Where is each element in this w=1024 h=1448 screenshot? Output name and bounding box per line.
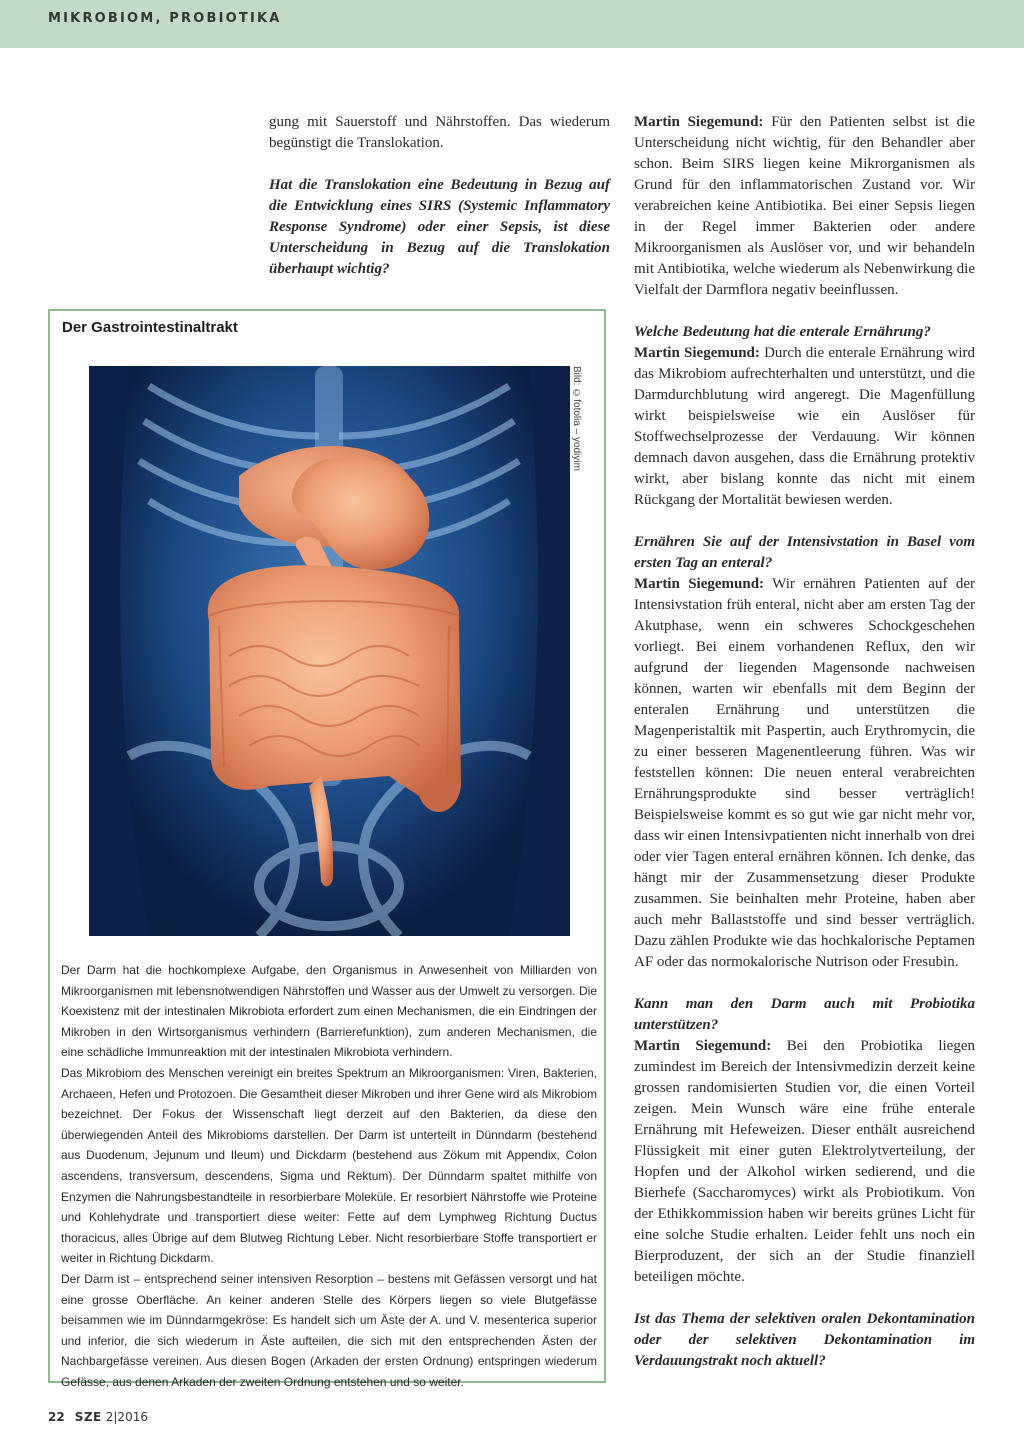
question-text: Ist das Thema der selektiven oralen Dekontamination oder der selektiven Dekontamination im Verdauungstrakt noch aktuell?	[634, 1311, 975, 1369]
box-paragraph: Der Darm ist – entsprechend seiner intensiven Resorption – bestens mit Gefässen versorgt und hat eine grosse Oberfläche. An keiner anderen Stelle des Körpers liegen so viele Blutgefässe beisammen wie im Dünndarmgekröse: Es handelt sich um Äste der A. und V. mesenterica superior und inferior, die sich wiederum in Äste aufteilen, die sich mit den entsprechenden Ästen der Nachbargefässe vereinen. Aus diesen Bogen (Arkaden der ersten Ordnung) entspringen wiederum Gefässe, aus denen Arkaden der zweiten Ordnung entstehen und so weiter.	[61, 1271, 597, 1389]
page-number: 22	[48, 1410, 65, 1424]
question-translocation: Hat die Translokation eine Bedeutung in Bezug auf die Entwicklung eines SIRS (Systemic Inflammatory Response Syndrome) oder einer Sepsis, ist diese Unterscheidung in Bezug auf die Translokation überhaupt wichtig?	[269, 177, 610, 277]
issue-number: 2|2016	[105, 1410, 148, 1424]
middle-column	[269, 112, 610, 301]
page-footer	[48, 1410, 148, 1424]
magazine-name: SZE	[74, 1410, 102, 1424]
speaker-name: Martin Siegemund:	[634, 345, 760, 361]
intro-paragraph: gung mit Sauerstoff und Nährstoffen. Das wiederum begünstigt die Translokation.	[269, 114, 610, 151]
section-header	[0, 0, 1024, 48]
speaker-name: Martin Siegemund:	[634, 576, 765, 592]
answer-text: Für den Patienten selbst ist die Unterscheidung nicht wichtig, für den Behandler aber schon. Beim SIRS liegen keine Mikrorganismen als Grund für den inflammatorischen Zustand vor. Wir verabreichen keine Antibiotika. Bei einer Sepsis liegen in der Regel immer Bakterien oder andere Mikroorganismen als Auslöser vor, und wir behandeln mit Antibiotika, welche wiederum als Nebenwirkung die Vielfalt der Darmflora negativ beeinflussen.	[634, 114, 975, 298]
speaker-name: Martin Siegemund:	[634, 114, 764, 130]
speaker-name: Martin Siegemund:	[634, 1038, 772, 1054]
gastrointestinal-illustration	[89, 366, 570, 936]
box-text	[61, 960, 597, 1392]
question-text: Welche Bedeutung hat die enterale Ernährung?	[634, 324, 931, 340]
answer-text: Wir ernähren Patienten auf der Intensivstation früh enteral, nicht aber am ersten Tag der Akutphase, wenn ein schweres Schockgeschehen vorliegt. Bei einem vorhandenen Reflux, den wir aufgrund der liegenden Magensonde nachweisen können, warten wir ebenfalls mit dem Beginn der enteralen Ernährung und unterstützen die Magenperistaltik mit Paspertin, auch Erythromycin, die zu einer besseren Magenentleerung führen. Was wir feststellen können: Die neuen enteral verabreichten Ernährungsprodukte sind besser verträglich! Beispielsweise kommt es so gut wie gar nicht mehr vor, dass wir einen Intensivpatienten nicht innerhalb von drei oder vier Tagen enteral ernähren können. Ich denke, das hängt mir der Zusammensetzung dieser Produkte zusammen. Sie beinhalten mehr Proteine, haben aber auch mehr Ballaststoffe und sind besser verträglich. Dazu zählen Produkte wie das hochkalorische Peptamen AF oder das normokalorische Nutrison oder Fresubin.	[634, 576, 975, 970]
box-paragraph: Der Darm hat die hochkomplexe Aufgabe, den Organismus in Anwesenheit von Milliarden von Mikroorganismen mit lebensnotwendigen Nährstoffen und Wasser aus der Umwelt zu versorgen. Die Koexistenz mit der intestinalen Mikrobiota erfordert zum einen Mechanismen, die ein Eindringen der Mikroben in den Wirtsorganismus verhindern (Barrierefunktion), zum anderen Mechanismen, die eine schädliche Immunreaktion mit der intestinalen Mikrobiota verhindern.	[61, 963, 597, 1060]
box-paragraph: Das Mikrobiom des Menschen vereinigt ein breites Spektrum an Mikroorganismen: Viren, Bakterien, Archaeen, Hefen und Protozoen. Die Gesamtheit dieser Mikroben und ihrer Gene wird als Mikrobiom bezeichnet. Der Fokus der Wissenschaft liegt derzeit auf den Bakterien, da diese den überwiegenden Anteil des Mikrobioms darstellen. Der Darm ist unterteilt in Dünndarm (bestehend aus Duodenum, Jejunum und Ileum) und Dickdarm (bestehend aus Zökum mit Appendix, Colon ascendens, transversum, descendens, Sigma und Rektum). Der Dünndarm spaltet mithilfe von Enzymen die Nahrungsbestandteile in resorbierbare Moleküle. Er resorbiert Nährstoffe wie Proteine und Kohlehydrate und transportiert diese weiter: Fette auf dem Lymphweg Richtung Ductus thoracicus, alles Übrige auf dem Blutweg Richtung Leber. Nicht resorbierbare Stoffe transportiert er weiter in Richtung Dickdarm.	[61, 1065, 597, 1266]
answer-text: Bei den Probiotika liegen zumindest im Bereich der Intensivmedizin derzeit keine grossen randomisierten Studien vor, die einen Vorteil zeigen. Mein Wunsch wäre eine frühe enterale Ernährung mit Hefeweizen. Dieser enthält ausreichend Flüssigkeit mit einer guten Elektrolytverteilung, der Hopfen und der Alkohol wirken sedierend, und die Bierhefe (Saccharomyces) wirkt als Probiotikum. Von der Ethikkommission haben wir bereits grünes Licht für eine solche Studie erhalten. Leider fehlt uns noch ein Bierproduzent, der sich an der Studie finanziell beteiligen möchte.	[634, 1038, 975, 1285]
answer-text: Durch die enterale Ernährung wird das Mikrobiom aufrechterhalten und unterstützt, und die Darmdurchblutung wird angeregt. Die Magenfüllung wirkt beispielsweise wie ein Auslöser für Stoffwechselprozesse der Verdauung. Wir können demnach davon ausgehen, dass die Ernährung protektiv wirkt, aber bislang konnte das nicht mit einem Rückgang der Mortalität bewiesen werden.	[634, 345, 976, 508]
section-title: MIKROBIOM, PROBIOTIKA	[48, 11, 282, 26]
image-credit: Bild: ©fotolia – yodiyim	[571, 366, 582, 471]
right-column	[634, 112, 975, 1393]
question-text: Kann man den Darm auch mit Probiotika unterstützen?	[634, 996, 975, 1033]
box-title: Der Gastrointestinaltrakt	[62, 319, 238, 336]
question-text: Ernähren Sie auf der Intensivstation in Basel vom ersten Tag an enteral?	[634, 534, 975, 571]
